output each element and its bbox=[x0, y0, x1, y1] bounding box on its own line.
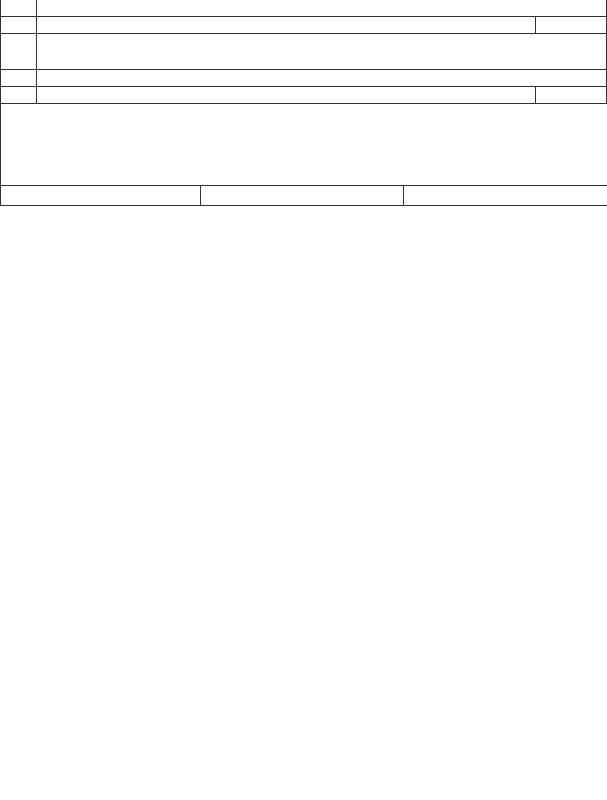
row-number bbox=[1, 87, 37, 104]
section3-header bbox=[1, 104, 607, 186]
section2-header bbox=[1, 34, 607, 70]
col-header-past bbox=[201, 186, 404, 206]
col-header-future bbox=[404, 186, 607, 206]
contributions-report-table bbox=[0, 0, 607, 104]
s2-total-value bbox=[536, 87, 607, 104]
section3-column-headers bbox=[1, 186, 607, 206]
s2-total-row bbox=[1, 87, 607, 104]
s1-total-row bbox=[1, 17, 607, 34]
section3-table bbox=[0, 103, 607, 206]
row-number bbox=[1, 17, 37, 34]
col-header-month bbox=[1, 186, 201, 206]
s2-error-row bbox=[1, 70, 607, 87]
s1-total-value bbox=[536, 17, 607, 34]
s1-error-row bbox=[1, 0, 607, 17]
